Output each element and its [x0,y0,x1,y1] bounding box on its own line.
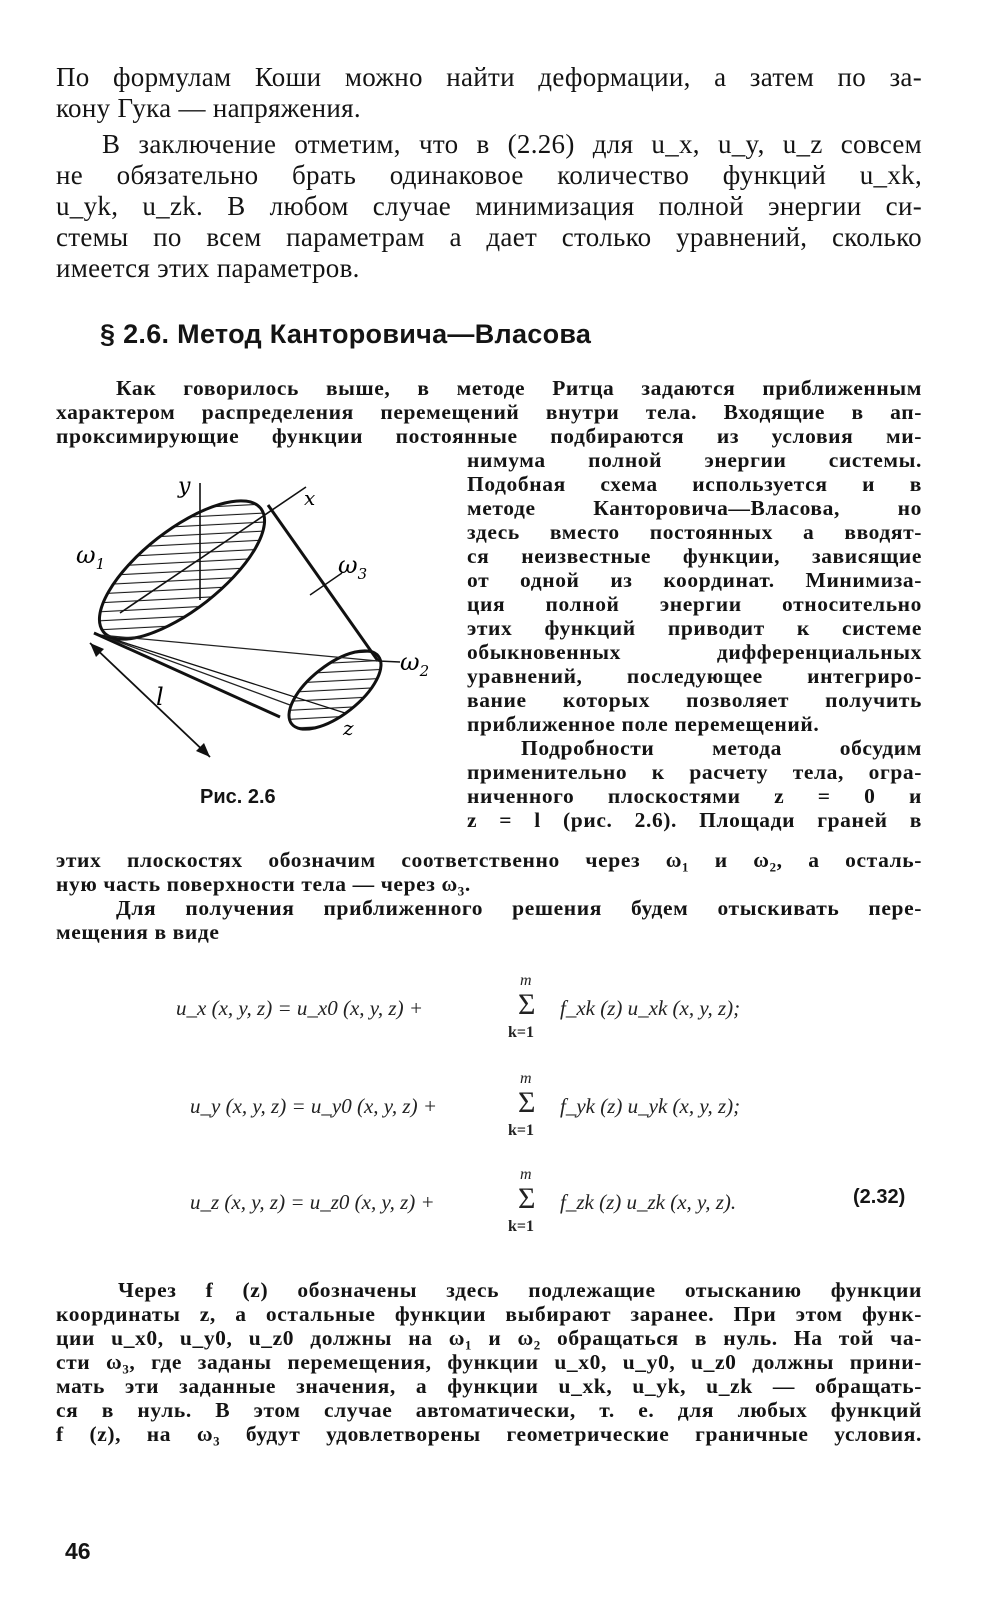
equation-number: (2.32) [853,1186,906,1208]
equation-rhs: f_xk (z) u_xk (x, y, z); [560,996,741,1020]
text-line: Подробности метода обсудим [521,736,922,760]
text-line: вание которых позволяет получить [467,688,922,712]
paragraph-approximation [56,896,922,944]
text-line: методе Канторовича—Власова, но [467,496,922,520]
text-line: сти ω₃, где заданы перемещения, функции u_x0, u_y0, u_z0 должны прини- [56,1350,922,1374]
text-line: ции u_x0, u_y0, u_z0 должны на ω₁ и ω₂ обращаться в нуль. На той ча- [56,1326,922,1350]
sum-upper-limit: m [520,972,532,989]
sum-sign: Σ [518,988,536,1021]
text-line: В заключение отметим, что в (2.26) для u_x, u_y, u_z совсем [102,129,922,159]
text-line: f (z), на ω₃ будут удовлетворены геометрические граничные условия. [56,1422,922,1446]
text-line: этих плоскостях обозначим соответственно через ω₁ и ω₂, а осталь- [56,848,922,872]
text-line: кону Гука — напряжения. [56,93,361,123]
text-line: Через f (z) обозначены здесь подлежащие отысканию функции [118,1278,922,1302]
text-line: этих функций приводит к системе [467,616,922,640]
paragraph-faces [56,848,922,896]
paragraph-conclusion [56,129,922,284]
text-line: применительно к расчету тела, огра- [467,760,922,784]
equation-rhs: f_zk (z) u_zk (x, y, z). [560,1190,737,1214]
text-line: стемы по всем параметрам a дает столько уравнений, сколько [56,222,922,252]
text-line: Как говорилось выше, в методе Ритца задаются приближенным [116,376,922,400]
sum-sign: Σ [518,1182,536,1215]
text-line: координаты z, а остальные функции выбирают заранее. При этом функ- [56,1302,922,1326]
label-z: z [343,716,354,740]
top-edge-line [268,505,378,661]
label-l: l [156,683,164,711]
text-line: проксимирующие функции постоянные подбираются из условия ми- [56,424,922,448]
text-line: характером распределения перемещений внутри тела. Входящие в ап- [56,400,922,424]
text-line: z = l (рис. 2.6). Площади граней в [467,808,922,832]
face-omega1 [79,477,286,663]
text-line: ную часть поверхности тела — через ω₃. [56,872,471,896]
sum-lower-limit: k=1 [508,1122,535,1139]
text-line: Подобная схема используется и в [467,472,922,496]
equation-lhs: u_z (x, y, z) = u_z0 (x, y, z) + [190,1190,435,1214]
paragraph-boundary-conditions [56,1278,922,1446]
text-line: здесь вместо постоянных a вводят- [467,520,922,544]
sum-sign: Σ [518,1086,536,1119]
label-x: x [304,486,316,510]
paragraph-cauchy [56,62,922,124]
sum-lower-limit: k=1 [508,1218,535,1235]
hidden-line [100,635,290,705]
text-line: приближенное поле перемещений. [467,712,820,736]
section-heading: § 2.6. Метод Канторовича—Власова [100,319,592,349]
label-y: y [178,474,191,499]
bottom-edge-line [94,633,280,717]
figure-caption: Рис. 2.6 [200,786,276,808]
z-axis-line [94,633,345,713]
omega2-pointer [378,661,400,662]
equation-lhs: u_x (x, y, z) = u_x0 (x, y, z) + [176,996,424,1020]
text-line: не обязательно брать одинаковое количество функций u_xk, [56,160,922,190]
sum-upper-limit: m [520,1166,532,1183]
label-omega2: $\omega_2$ [400,648,430,680]
text-line: По формулам Коши можно найти деформации, а затем по за- [56,62,922,92]
text-line: ся неизвестные функции, зависящие [467,544,922,568]
text-line: Для получения приближенного решения будем отыскивать пере- [116,896,922,920]
text-line: ниченного плоскостями z = 0 и [467,784,922,808]
text-line: ция полной энергии относительно [467,592,922,616]
label-omega3: $\omega_3$ [338,551,368,583]
figure-body-diagram [60,465,440,775]
text-line: нимума полной энергии системы. [467,448,922,472]
text-line: от одной из координат. Минимиза- [467,568,922,592]
page-number: 46 [65,1538,91,1564]
text-line: ся в нуль. В этом случае автоматически, т. е. для любых функций [56,1398,922,1422]
sum-lower-limit: k=1 [508,1024,535,1041]
equation-lhs: u_y (x, y, z) = u_y0 (x, y, z) + [190,1094,438,1118]
text-line: u_yk, u_zk. В любом случае минимизация полной энергии си- [56,191,922,221]
text-line: уравнений, последующее интегриро- [467,664,922,688]
text-line: мать эти заданные значения, а функции u_xk, u_yk, u_zk — обращать- [56,1374,922,1398]
text-line: мещения в виде [56,920,220,944]
text-line: обыкновенных дифференциальных [467,640,922,664]
paragraph-ritz-intro [56,376,922,448]
label-omega1: $\omega_1$ [76,541,106,573]
equation-rhs: f_yk (z) u_yk (x, y, z); [560,1094,741,1118]
length-arrow [90,643,210,757]
sum-upper-limit: m [520,1070,532,1087]
text-line: имеется этих параметров. [56,253,360,283]
paragraph-wrap-column [467,448,922,832]
